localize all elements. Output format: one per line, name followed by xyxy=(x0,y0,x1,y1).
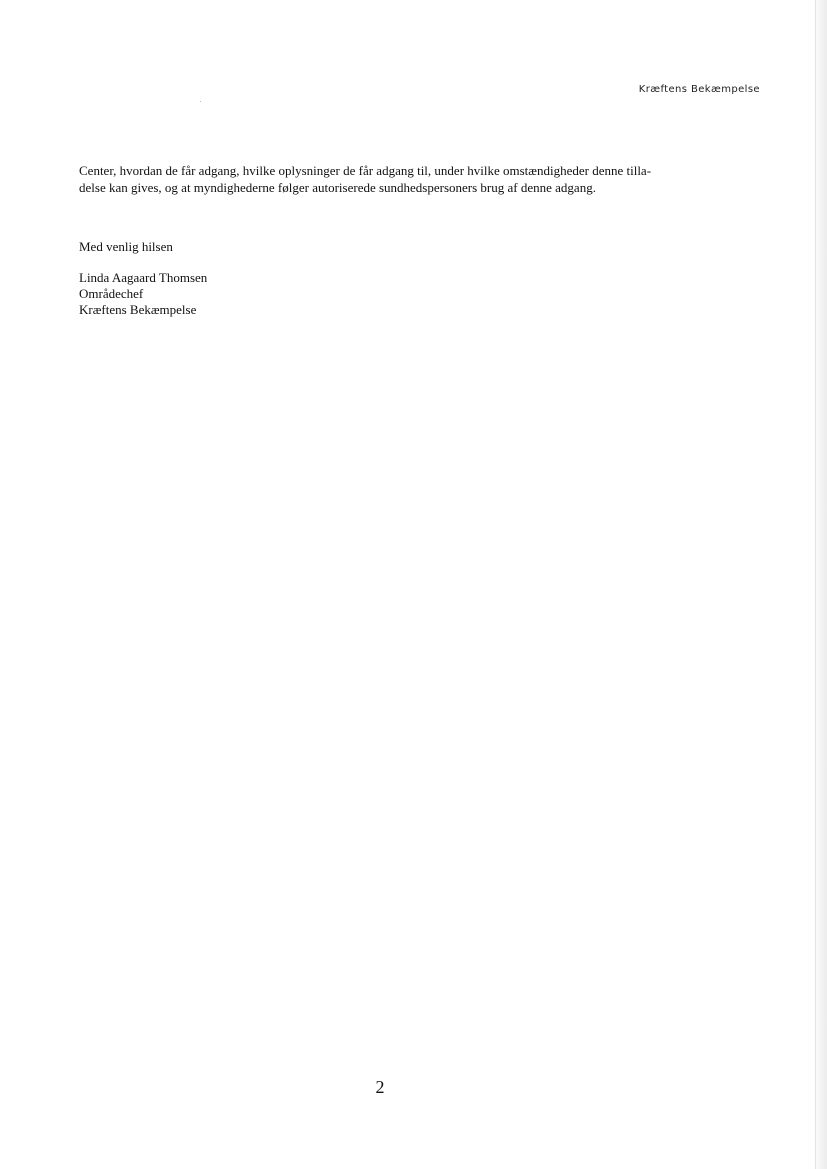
page-number: 2 xyxy=(375,1077,385,1097)
body-line-1: Center, hvordan de får adgang, hvilke oplysninger de får adgang til, under hvilke omstændigheder denne tilla- xyxy=(79,163,652,178)
letterhead-organization: Kræftens Bekæmpelse xyxy=(638,84,760,95)
scan-page-edge xyxy=(813,0,827,1169)
signer-organization: Kræftens Bekæmpelse xyxy=(79,302,197,317)
body-paragraph xyxy=(79,162,679,196)
signer-title: Områdechef xyxy=(79,286,144,301)
closing-salutation: Med venlig hilsen xyxy=(79,239,173,254)
scan-speck xyxy=(200,101,201,102)
signature-block xyxy=(79,270,207,318)
body-line-2: delse kan gives, og at myndighederne følger autoriserede sundhedspersoners brug af denne adgang. xyxy=(79,180,596,195)
signer-name: Linda Aagaard Thomsen xyxy=(79,270,208,285)
